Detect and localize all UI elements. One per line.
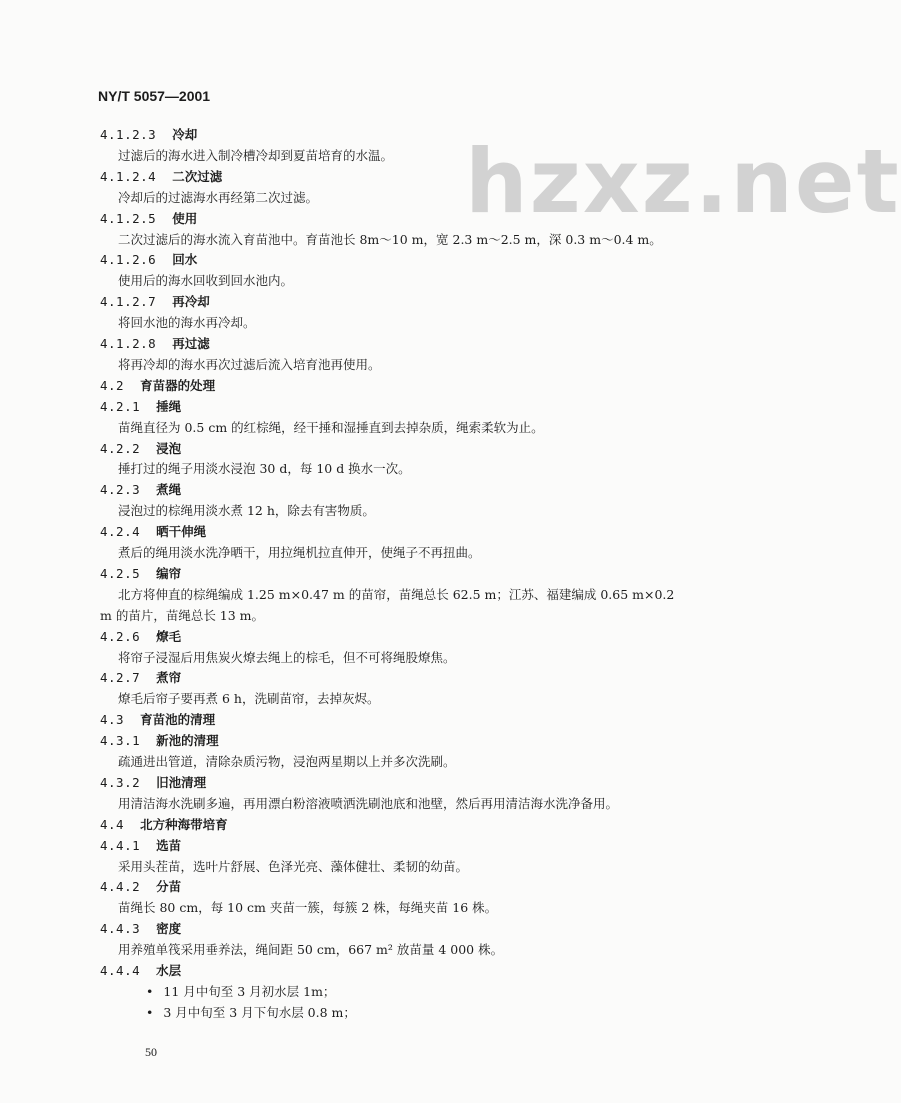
paragraph-text: 采用头茬苗，选叶片舒展、色泽光亮、藻体健壮、柔韧的幼苗。 — [118, 858, 469, 874]
section-number: 4.2.7 — [100, 670, 141, 686]
section-heading — [100, 481, 181, 499]
section-heading — [100, 732, 219, 750]
section-heading — [100, 398, 181, 416]
section-heading — [100, 293, 210, 311]
section-heading — [100, 523, 206, 541]
section-title: 燎毛 — [156, 628, 182, 644]
section-heading — [100, 628, 181, 646]
section-title: 煮帘 — [156, 670, 182, 686]
section-title: 选苗 — [156, 837, 182, 853]
list-item-text: 3 月中旬至 3 月下旬水层 0.8 m； — [163, 1004, 356, 1020]
bullet-icon: • — [146, 1004, 154, 1020]
section-heading — [100, 565, 181, 583]
section-number: 4.2 — [100, 377, 125, 393]
section-number: 4.4.3 — [100, 921, 141, 937]
section-number: 4.1.2.8 — [100, 336, 157, 351]
section-heading — [100, 210, 197, 228]
section-title: 水层 — [156, 963, 182, 978]
section-title: 编帘 — [156, 565, 182, 581]
section-number: 4.1.2.4 — [100, 168, 157, 184]
list-item-text: 11 月中旬至 3 月初水层 1m； — [163, 983, 336, 999]
section-number: 4.2.4 — [100, 524, 141, 540]
section-number: 4.2.1 — [100, 398, 141, 414]
section-title: 育苗池的清理 — [140, 712, 216, 728]
paragraph-text: 苗绳长 80 cm，每 10 cm 夹苗一簇，每簇 2 株，每绳夹苗 16 株。 — [118, 900, 498, 916]
paragraph-text: 燎毛后帘子要再煮 6 h，洗刷苗帘，去掉灰烬。 — [118, 691, 380, 707]
section-title: 再过滤 — [172, 336, 210, 351]
section-title: 密度 — [156, 921, 182, 937]
section-number: 4.3.2 — [100, 774, 141, 790]
section-title: 育苗器的处理 — [140, 377, 216, 393]
section-heading — [100, 774, 206, 792]
section-title: 使用 — [172, 210, 198, 226]
section-heading — [100, 440, 181, 458]
paragraph-text: 用养殖单筏采用垂养法，绳间距 50 cm，667 m² 放苗量 4 000 株。 — [118, 942, 504, 958]
section-number: 4.2.2 — [100, 440, 141, 456]
section-number: 4.1.2.6 — [100, 252, 157, 268]
paragraph-text: 疏通进出管道，清除杂质污物，浸泡两星期以上并多次洗刷。 — [118, 754, 456, 769]
section-heading — [100, 711, 215, 729]
section-number: 4.2.3 — [100, 482, 141, 498]
section-heading — [100, 920, 181, 938]
section-title: 旧池清理 — [156, 774, 207, 790]
paragraph-text: 过滤后的海水进入制冷槽冷却到夏苗培育的水温。 — [118, 147, 394, 163]
section-title: 北方种海带培育 — [140, 816, 228, 832]
page-number: 50 — [145, 1045, 157, 1059]
section-heading — [100, 168, 222, 186]
section-title: 冷却 — [172, 127, 198, 142]
section-title: 浸泡 — [156, 440, 182, 456]
section-title: 新池的清理 — [156, 733, 219, 749]
section-heading — [100, 962, 181, 980]
paragraph-text: 用清洁海水洗刷多遍，再用漂白粉溶液喷洒洗刷池底和池壁，然后再用清洁海水洗净备用。 — [118, 795, 619, 811]
document-code-header: NY/T 5057—2001 — [98, 88, 211, 104]
paragraph-text: 煮后的绳用淡水洗净晒干，用拉绳机拉直伸开，使绳子不再扭曲。 — [118, 545, 481, 560]
bullet-icon: • — [146, 983, 154, 999]
section-number: 4.1.2.5 — [100, 210, 157, 226]
section-number: 4.2.5 — [100, 565, 141, 581]
paragraph-text: 苗绳直径为 0.5 cm 的红棕绳，经干捶和湿捶直到去掉杂质，绳索柔软为止。 — [118, 419, 544, 435]
paragraph-text: 将回水池的海水再冷却。 — [118, 315, 256, 331]
section-heading — [100, 669, 181, 687]
section-heading — [100, 878, 181, 896]
paragraph-text: 捶打过的绳子用淡水浸泡 30 d，每 10 d 换水一次。 — [118, 461, 411, 477]
section-title: 分苗 — [156, 879, 182, 895]
list-item — [146, 983, 335, 1001]
section-heading — [100, 816, 228, 834]
section-number: 4.3.1 — [100, 733, 141, 749]
paragraph-text: 浸泡过的棕绳用淡水煮 12 h，除去有害物质。 — [118, 503, 375, 519]
section-heading — [100, 251, 197, 269]
section-number: 4.1.2.7 — [100, 294, 157, 310]
section-number: 4.2.6 — [100, 628, 141, 644]
section-title: 捶绳 — [156, 398, 182, 414]
section-heading — [100, 335, 210, 353]
paragraph-text: 二次过滤后的海水流入育苗池中。育苗池长 8m～10 m，宽 2.3 m～2.5 m，深 0.3 m～0.4 m。 — [118, 231, 662, 247]
watermark: hzxz.net — [465, 130, 901, 233]
section-title: 二次过滤 — [172, 168, 223, 184]
section-number: 4.4.1 — [100, 837, 141, 853]
section-heading — [100, 377, 215, 395]
list-item — [146, 1004, 356, 1022]
section-number: 4.1.2.3 — [100, 127, 157, 142]
paragraph-text: 将再冷却的海水再次过滤后流入培育池再使用。 — [118, 356, 381, 372]
section-heading — [100, 837, 181, 855]
paragraph-continuation: m 的苗片，苗绳总长 13 m。 — [100, 607, 265, 623]
section-number: 4.4 — [100, 816, 125, 832]
section-title: 再冷却 — [172, 294, 210, 310]
section-number: 4.4.2 — [100, 879, 141, 895]
section-number: 4.3 — [100, 712, 125, 728]
paragraph-text: 北方将伸直的棕绳编成 1.25 m×0.47 m 的苗帘，苗绳总长 62.5 m；江苏、福建编成 0.65 m×0.2 — [118, 586, 675, 602]
section-number: 4.4.4 — [100, 963, 141, 978]
section-title: 回水 — [172, 252, 198, 268]
section-heading — [100, 126, 197, 144]
paragraph-text: 使用后的海水回收到回水池内。 — [118, 273, 294, 289]
section-title: 煮绳 — [156, 482, 182, 498]
section-title: 晒干伸绳 — [156, 524, 207, 540]
paragraph-text: 冷却后的过滤海水再经第二次过滤。 — [118, 189, 319, 205]
paragraph-text: 将帘子浸湿后用焦炭火燎去绳上的棕毛，但不可将绳股燎焦。 — [118, 649, 456, 665]
